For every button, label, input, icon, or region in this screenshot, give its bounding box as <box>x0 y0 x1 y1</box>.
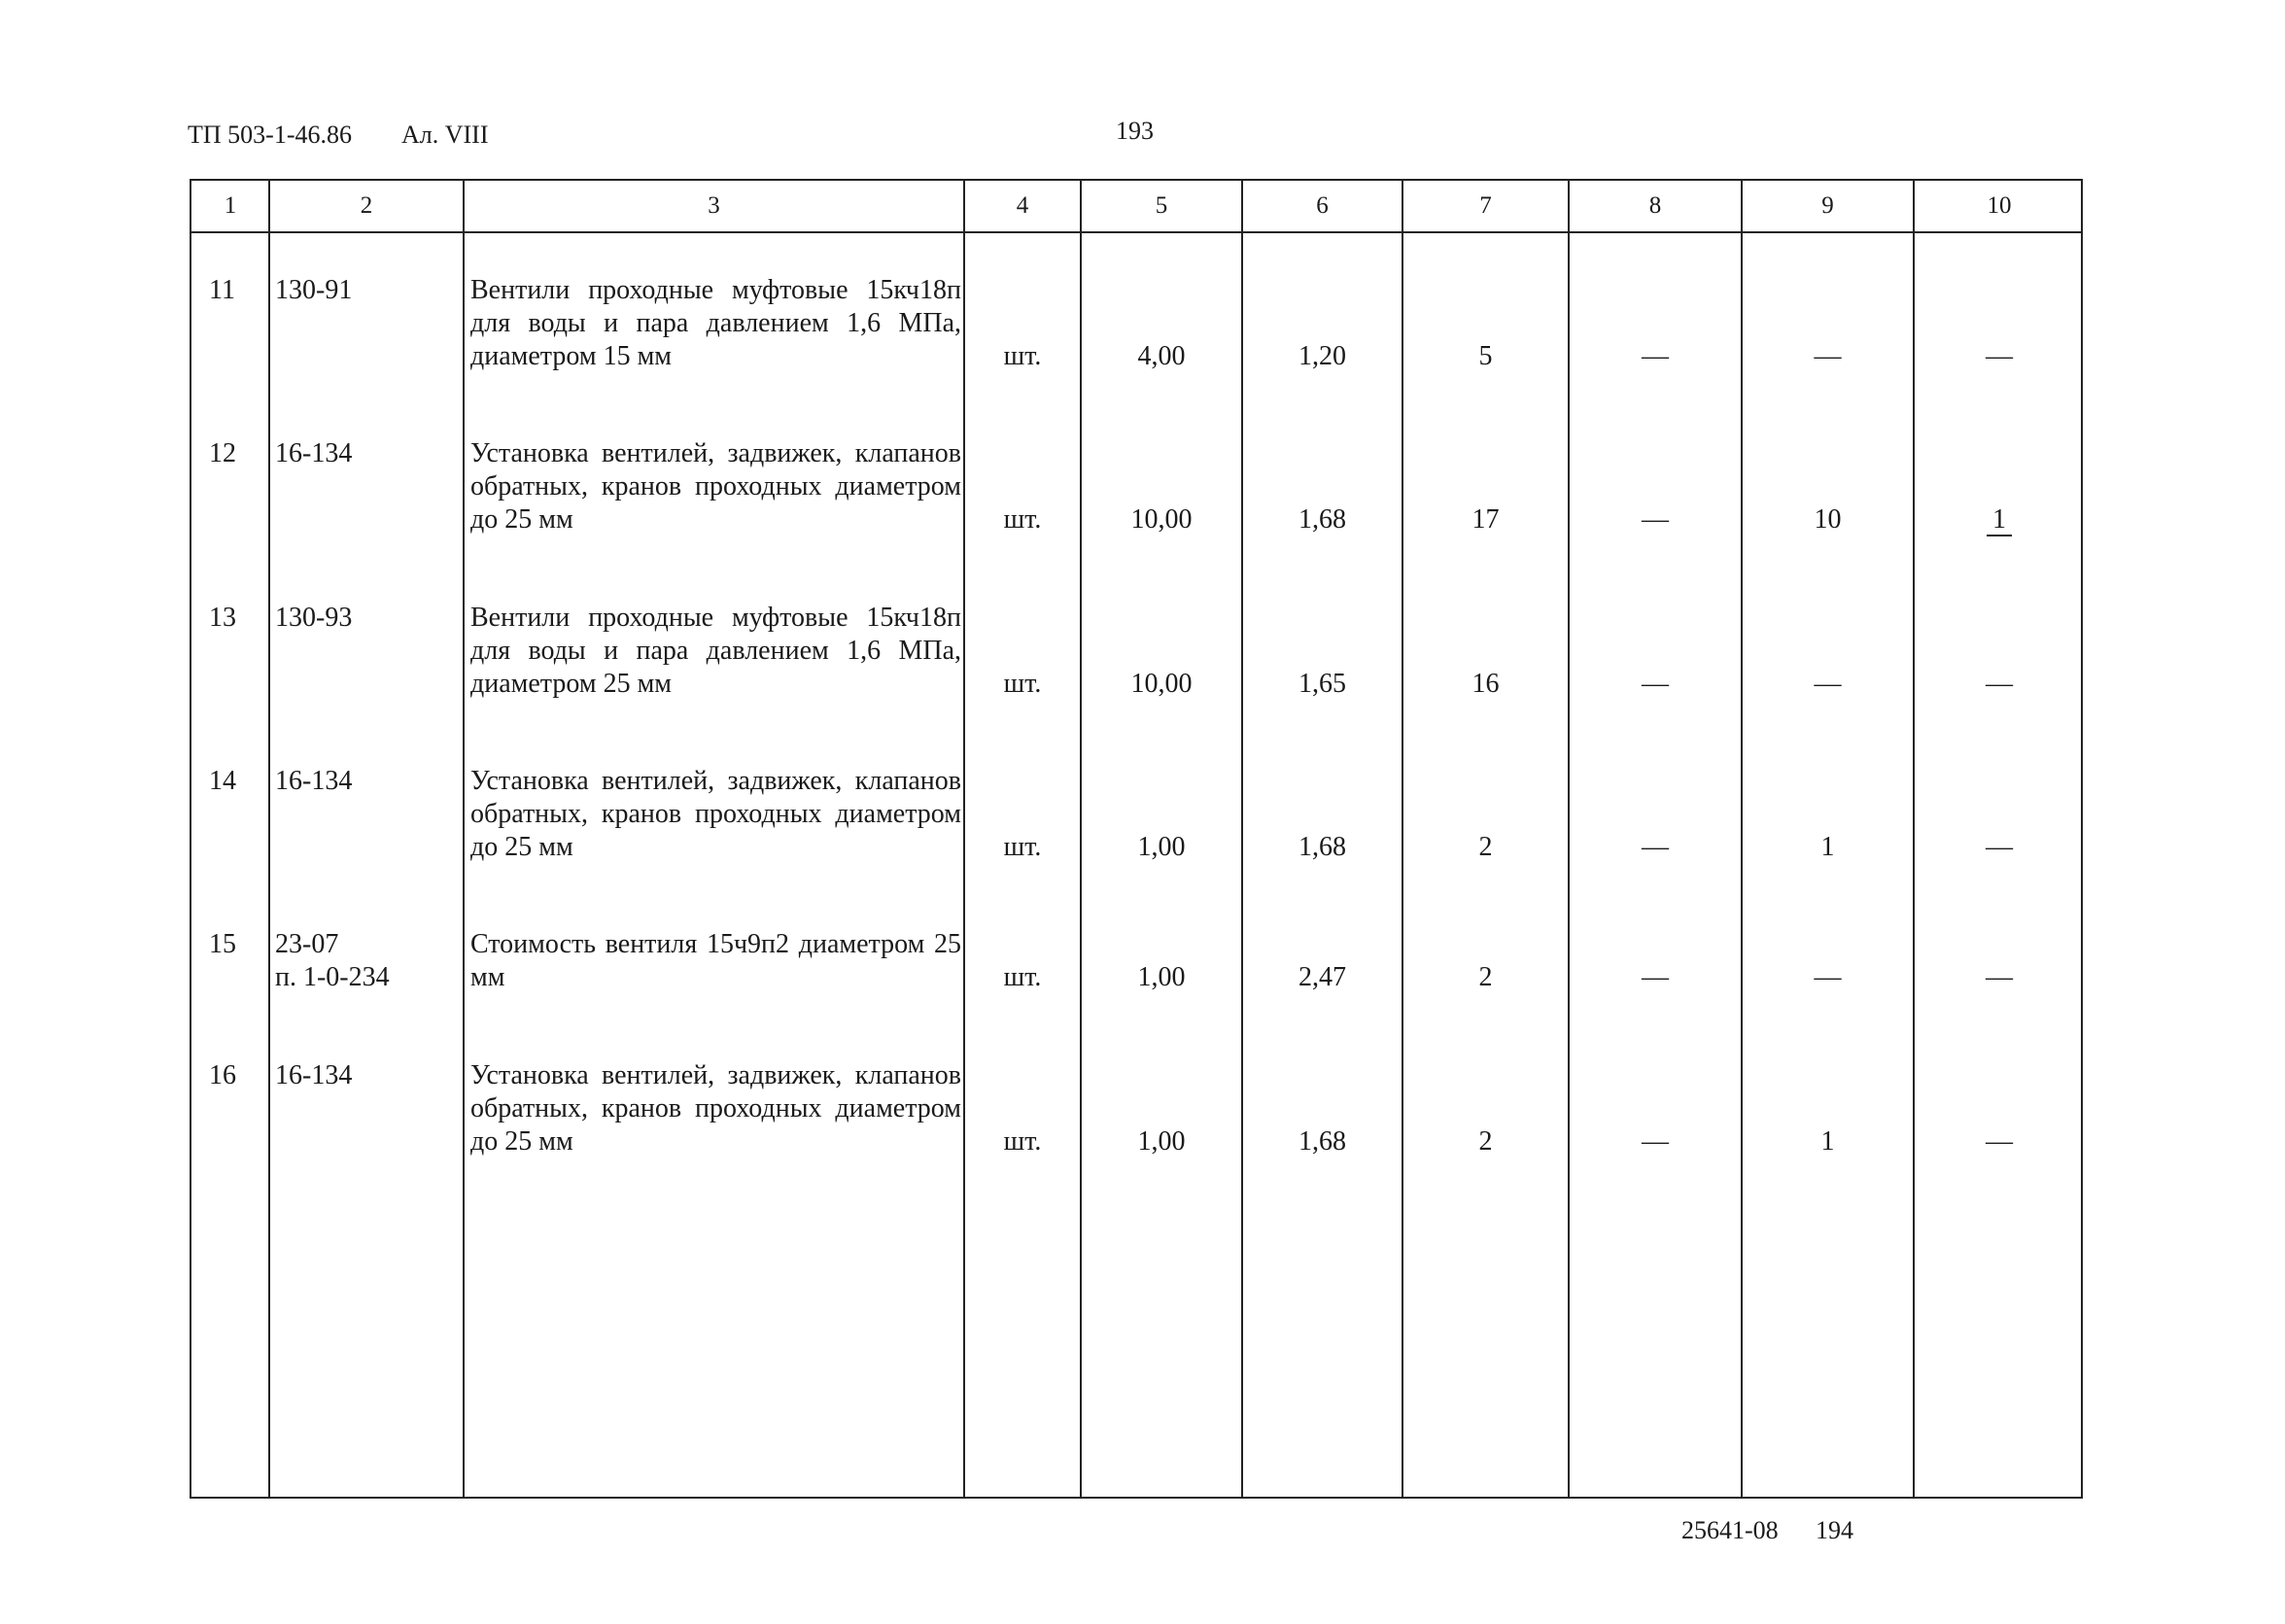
column-header-3: 3 <box>708 192 720 219</box>
value-cell-col10: — <box>1986 832 2013 862</box>
value-cell-col10: — <box>1986 1126 2013 1157</box>
value-cell-col6: 1,65 <box>1298 669 1346 699</box>
norm-code <box>275 765 450 798</box>
row-number: 16 <box>209 1060 236 1090</box>
work-description: Вентили проходные муфтовые 15кч18п для воды и пара давлением 1,6 МПа, диаметром 25 мм <box>470 603 961 699</box>
footer-code: 25641-08 <box>1681 1516 1779 1544</box>
value-cell-col9: 10 <box>1814 504 1842 535</box>
header-divider <box>191 231 2081 233</box>
value-cell-col5: 1,00 <box>1137 1126 1186 1157</box>
work-description: Установка вентилей, задвижек, клапанов обратных, кранов проходных диаметром до 25 мм <box>470 438 961 535</box>
value-cell-col10: — <box>1986 669 2013 699</box>
row-number: 14 <box>209 766 236 796</box>
column-header-1: 1 <box>224 192 237 219</box>
value-cell-col7: 17 <box>1471 504 1500 535</box>
value-cell-col6: 1,68 <box>1298 504 1346 535</box>
value-cell-col8: — <box>1642 1126 1669 1157</box>
value-cell-col6: 1,68 <box>1298 1126 1346 1157</box>
norm-code <box>275 928 450 994</box>
value-cell-col5: 1,00 <box>1137 832 1186 862</box>
value-cell-col10: — <box>1986 962 2013 992</box>
estimate-table <box>190 179 2083 1499</box>
norm-code-line: 130-91 <box>275 275 353 305</box>
footer-page-number: 194 <box>1816 1516 1853 1544</box>
value-cell-col10 <box>1914 503 2085 536</box>
page-number: 193 <box>1116 117 1154 145</box>
value-cell-col10: — <box>1986 341 2013 371</box>
value-cell-col8: — <box>1642 669 1669 699</box>
work-description: Установка вентилей, задвижек, клапанов обратных, кранов проходных диаметром до 25 мм <box>470 1060 961 1157</box>
column-header-7: 7 <box>1479 192 1492 219</box>
norm-code <box>275 602 450 635</box>
column-divider <box>268 181 270 1497</box>
value-cell-col5: 4,00 <box>1137 341 1186 371</box>
work-description: Вентили проходные муфтовые 15кч18п для воды и пара давлением 1,6 МПа, диаметром 15 мм <box>470 275 961 371</box>
row-number: 11 <box>209 275 235 305</box>
value-cell-col8: — <box>1642 832 1669 862</box>
value-cell-col8: — <box>1642 962 1669 992</box>
column-header-4: 4 <box>1016 192 1029 219</box>
value-cell-col5: 10,00 <box>1130 504 1193 535</box>
value-cell-col6: 1,20 <box>1298 341 1346 371</box>
value-cell-col6: 1,68 <box>1298 832 1346 862</box>
document-code: ТП 503-1-46.86 <box>188 121 352 149</box>
column-header-9: 9 <box>1821 192 1834 219</box>
norm-code-line: 16-134 <box>275 438 353 468</box>
value-cell-col9: — <box>1814 341 1842 371</box>
value-cell-col7: 2 <box>1478 832 1493 862</box>
row-number: 12 <box>209 438 236 468</box>
row-number: 15 <box>209 929 236 959</box>
norm-code-line: 130-93 <box>275 603 353 633</box>
fraction-value: 1 <box>1987 505 2012 536</box>
unit-cell: шт. <box>1003 504 1042 535</box>
value-cell-col5: 1,00 <box>1137 962 1186 992</box>
norm-code-subline: п. 1-0-234 <box>275 962 390 992</box>
unit-cell: шт. <box>1003 669 1042 699</box>
column-header-6: 6 <box>1316 192 1329 219</box>
value-cell-col8: — <box>1642 341 1669 371</box>
column-divider <box>463 181 465 1497</box>
norm-code-line: 16-134 <box>275 766 353 796</box>
column-header-2: 2 <box>360 192 373 219</box>
value-cell-col5: 10,00 <box>1130 669 1193 699</box>
value-cell-col9: 1 <box>1820 1126 1835 1157</box>
value-cell-col9: 1 <box>1820 832 1835 862</box>
unit-cell: шт. <box>1003 832 1042 862</box>
unit-cell: шт. <box>1003 341 1042 371</box>
work-description: Установка вентилей, задвижек, клапанов обратных, кранов проходных диаметром до 25 мм <box>470 766 961 862</box>
norm-code <box>275 1059 450 1092</box>
unit-cell: шт. <box>1003 1126 1042 1157</box>
row-number: 13 <box>209 603 236 633</box>
value-cell-col7: 5 <box>1478 341 1493 371</box>
value-cell-col9: — <box>1814 962 1842 992</box>
norm-code <box>275 274 450 307</box>
norm-code <box>275 437 450 470</box>
column-header-5: 5 <box>1155 192 1168 219</box>
norm-code-line: 23-07 <box>275 929 339 959</box>
value-cell-col8: — <box>1642 504 1669 535</box>
value-cell-col7: 16 <box>1471 669 1500 699</box>
unit-cell: шт. <box>1003 962 1042 992</box>
column-header-8: 8 <box>1648 192 1662 219</box>
value-cell-col6: 2,47 <box>1298 962 1346 992</box>
work-description: Стоимость вентиля 15ч9п2 диаметром 25 мм <box>470 929 961 992</box>
norm-code-line: 16-134 <box>275 1060 353 1090</box>
album-label: Ал. VIII <box>401 121 489 149</box>
column-header-10: 10 <box>1987 192 2012 219</box>
value-cell-col7: 2 <box>1478 1126 1493 1157</box>
value-cell-col7: 2 <box>1478 962 1493 992</box>
value-cell-col9: — <box>1814 669 1842 699</box>
